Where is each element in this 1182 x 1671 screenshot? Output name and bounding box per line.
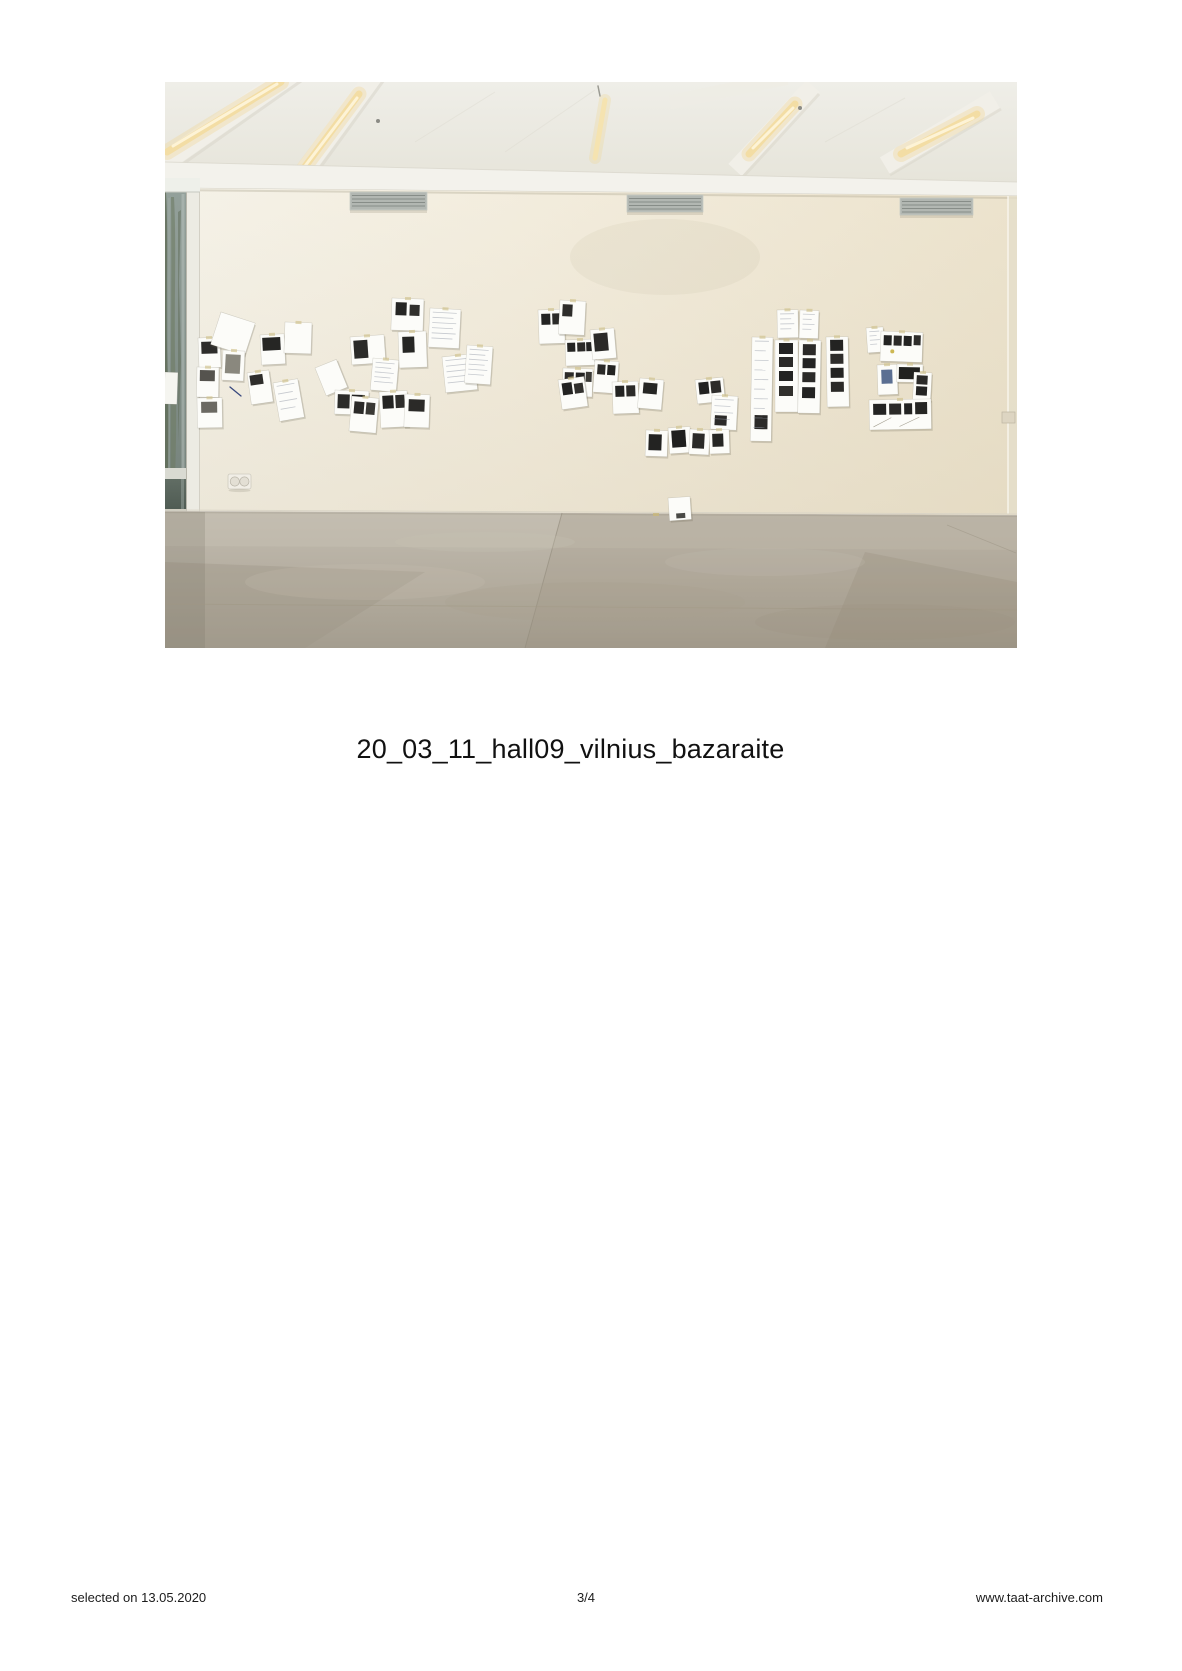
photo-thumbnail xyxy=(710,380,721,393)
footer-selected-date: selected on 13.05.2020 xyxy=(71,1590,207,1605)
tape-bit xyxy=(784,308,790,311)
tape-bit xyxy=(364,334,370,337)
photo-caption: 20_03_11_hall09_vilnius_bazaraite xyxy=(356,734,785,764)
photo-thumbnail xyxy=(249,374,263,386)
tape-bit xyxy=(362,395,368,399)
pinned-paper xyxy=(197,396,224,430)
photo-thumbnail xyxy=(915,402,927,414)
photo-thumbnail xyxy=(562,382,574,395)
pinned-paper xyxy=(798,339,823,416)
tape-bit xyxy=(807,339,813,342)
photo-thumbnail xyxy=(904,403,912,414)
photo-thumbnail xyxy=(353,340,368,359)
vent-grille xyxy=(350,192,427,213)
tape-bit xyxy=(390,390,396,393)
pinned-paper xyxy=(428,307,462,351)
tape-bit xyxy=(206,396,212,399)
window xyxy=(165,178,200,513)
pinned-paper xyxy=(826,335,850,409)
tape-bit xyxy=(383,357,389,361)
pinned-paper xyxy=(775,339,799,414)
photo-thumbnail xyxy=(262,337,281,351)
exhibition-photo xyxy=(165,82,1017,648)
pinned-paper xyxy=(880,330,924,365)
tape-bit xyxy=(455,354,461,358)
tape-bit xyxy=(442,307,448,310)
photo-thumbnail xyxy=(562,304,573,317)
pinned-paper xyxy=(349,395,380,436)
tape-bit xyxy=(295,321,301,324)
tape-bit xyxy=(871,326,877,329)
tape-bit xyxy=(205,366,211,369)
photo-thumbnail xyxy=(671,430,686,448)
photo-thumbnail xyxy=(402,336,415,352)
photo-thumbnail xyxy=(779,371,793,381)
tape-bit xyxy=(577,338,583,341)
photo-thumbnail xyxy=(607,365,616,376)
tape-bit xyxy=(784,339,790,342)
photo-thumbnail xyxy=(889,403,901,414)
photo-thumbnail xyxy=(698,382,709,395)
sprinkler-dot xyxy=(798,106,802,110)
photo-thumbnail xyxy=(779,386,793,396)
pinned-paper xyxy=(912,371,933,403)
pinned-paper xyxy=(196,366,220,400)
pinned-paper xyxy=(645,429,669,459)
tape-bit xyxy=(897,398,903,401)
tape-bit xyxy=(405,297,411,300)
pinned-paper xyxy=(590,326,618,361)
tape-bit xyxy=(206,336,212,339)
tape-on-floor xyxy=(653,513,659,516)
photo-thumbnail xyxy=(354,401,365,414)
light-switch xyxy=(1002,412,1015,423)
tape-bit xyxy=(349,389,355,392)
gallery-room-illustration xyxy=(165,82,1017,648)
tape-bit xyxy=(884,363,890,366)
photo-thumbnail xyxy=(648,434,662,450)
tape-bit xyxy=(231,349,237,352)
tape-bit xyxy=(759,336,765,339)
paper-on-window xyxy=(165,372,178,404)
tape-bit xyxy=(414,393,420,396)
photo-thumbnail xyxy=(779,357,793,367)
tape-bit xyxy=(269,333,275,336)
tape-bit xyxy=(570,299,576,302)
tape-bit xyxy=(676,426,682,429)
tape-bit xyxy=(806,309,812,312)
tape-bit xyxy=(622,380,628,383)
pinned-paper xyxy=(558,375,590,412)
photo-thumbnail xyxy=(626,385,635,396)
photo-thumbnail xyxy=(803,358,816,368)
tape-bit xyxy=(409,330,415,333)
footer-website-link[interactable]: www.taat-archive.com xyxy=(975,1590,1103,1605)
photo-thumbnail xyxy=(831,382,844,392)
window-transom xyxy=(165,468,186,479)
photo-thumbnail xyxy=(409,305,419,316)
photo-thumbnail xyxy=(830,354,843,364)
tape-bit xyxy=(654,429,660,432)
photo-thumbnail xyxy=(567,343,575,352)
pinned-paper xyxy=(869,397,933,431)
pinned-paper xyxy=(247,368,275,406)
photo-thumbnail xyxy=(541,314,550,325)
photo-thumbnail xyxy=(914,335,921,345)
photo-thumbnail xyxy=(365,402,375,415)
tape-bit xyxy=(697,428,703,431)
photo-thumbnail xyxy=(643,382,658,394)
photo-thumbnail xyxy=(382,395,394,409)
photo-thumbnail xyxy=(881,369,892,383)
pinned-paper xyxy=(877,363,899,397)
photo-thumbnail xyxy=(830,340,843,351)
photo-thumbnail xyxy=(779,343,793,354)
photo-thumbnail xyxy=(201,402,217,413)
pinned-paper xyxy=(391,297,425,333)
photo-thumbnail xyxy=(574,383,584,394)
pinned-paper xyxy=(777,308,800,340)
pinned-paper xyxy=(260,332,287,367)
tape-bit xyxy=(722,394,728,397)
photo-thumbnail xyxy=(395,302,406,315)
vent-grille xyxy=(900,198,973,218)
window-mullion xyxy=(186,178,200,513)
photo-thumbnail xyxy=(714,415,727,426)
pinned-paper xyxy=(284,321,313,356)
photo-thumbnail xyxy=(408,399,424,412)
pinned-paper xyxy=(750,336,774,444)
pinned-paper xyxy=(221,349,246,383)
concrete-floor xyxy=(165,510,1017,648)
photo-thumbnail xyxy=(200,370,215,381)
photo-thumbnail xyxy=(803,344,816,355)
photo-thumbnail xyxy=(712,434,723,447)
photo-thumbnail xyxy=(676,513,685,519)
pinned-paper xyxy=(709,428,731,456)
photo-thumbnail xyxy=(873,404,886,415)
pinned-paper xyxy=(710,394,739,433)
pinned-paper xyxy=(404,393,431,430)
pinned-paper xyxy=(464,344,494,387)
pinned-paper xyxy=(637,377,665,412)
sprinkler-dot xyxy=(376,119,380,123)
ceiling xyxy=(165,82,1017,197)
photo-thumbnail xyxy=(916,375,927,385)
photo-thumbnail xyxy=(692,433,705,449)
wall-outlet xyxy=(228,474,251,492)
tape-bit xyxy=(920,371,926,374)
footer-page-number: 3/4 xyxy=(576,1590,596,1605)
photo-thumbnail xyxy=(615,386,624,397)
photo-thumbnail xyxy=(831,368,844,378)
photo-thumbnail xyxy=(884,335,892,345)
tape-bit xyxy=(599,327,605,331)
photo-thumbnail xyxy=(916,386,927,396)
tape-bit xyxy=(604,359,610,362)
photo-thumbnail xyxy=(802,372,815,382)
window-head xyxy=(165,178,200,192)
photo-thumbnail xyxy=(577,342,585,351)
photo-thumbnail xyxy=(597,364,606,375)
photo-thumbnail xyxy=(802,387,815,398)
tape-bit xyxy=(834,335,840,338)
tape-bit xyxy=(548,308,554,311)
tape-bit xyxy=(575,367,581,370)
photo-thumbnail xyxy=(586,372,592,382)
tape-bit xyxy=(706,377,712,381)
pinned-paper xyxy=(398,329,429,369)
tape-bit xyxy=(649,377,655,381)
pinned-paper xyxy=(612,380,640,416)
pinned-paper xyxy=(799,309,820,341)
photo-thumbnail xyxy=(903,336,911,346)
photo-thumbnail xyxy=(395,395,405,408)
photo-thumbnail xyxy=(225,354,241,374)
pinned-paper xyxy=(370,357,400,395)
pinned-paper xyxy=(668,496,693,522)
pinned-paper xyxy=(558,299,587,338)
vent-grille xyxy=(627,195,703,215)
photo-thumbnail xyxy=(337,394,349,408)
tape-bit xyxy=(477,344,483,347)
tape-bit xyxy=(716,428,722,431)
pinned-paper xyxy=(689,428,712,457)
tape-bit xyxy=(899,330,905,333)
tape-bit xyxy=(907,363,913,366)
photo-thumbnail xyxy=(894,335,902,345)
photo-thumbnail xyxy=(593,333,609,352)
